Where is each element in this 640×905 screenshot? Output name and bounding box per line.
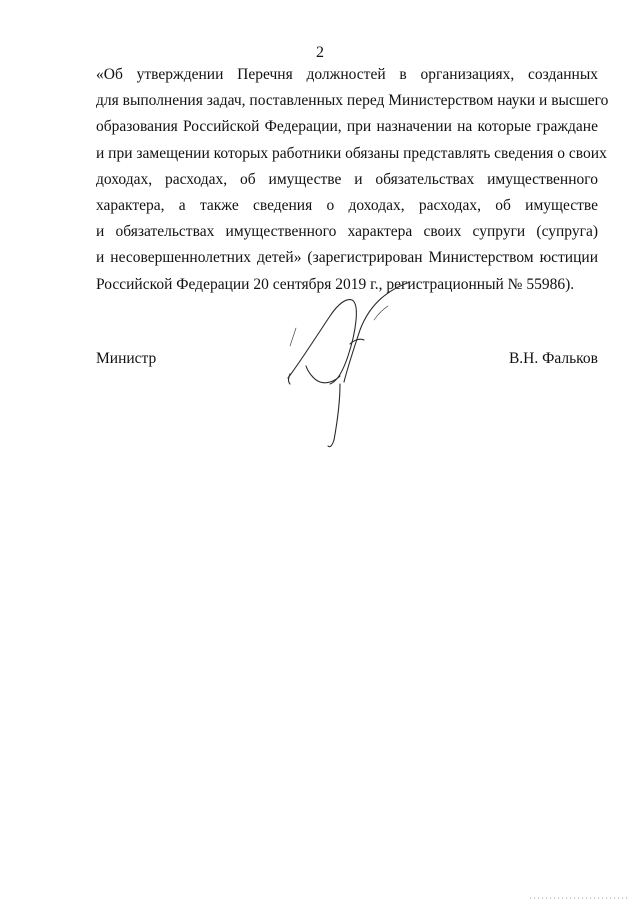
body-line: для выполнения задач, поставленных перед Министерством науки и высшего <box>96 92 609 110</box>
signer-name: В.Н. Фальков <box>508 350 598 367</box>
body-line: и обязательствах имущественного характера своих супруги (супруга) <box>96 223 598 241</box>
body-line: образования Российской Федерации, при назначении на которые граждане <box>96 118 598 136</box>
position-title: Министр <box>96 350 157 367</box>
body-line: Российской Федерации 20 сентября 2019 г., регистрационный № 55986). <box>96 275 575 293</box>
scan-artifact <box>530 897 630 899</box>
handwritten-signature <box>270 270 430 460</box>
body-line: «Об утверждении Перечня должностей в организациях, созданных <box>96 66 598 83</box>
page-number: 2 <box>316 44 324 61</box>
body-line: и несовершеннолетних детей» (зарегистрирован Министерством юстиции <box>96 249 598 267</box>
body-line: характера, а также сведения о доходах, расходах, об имуществе <box>96 196 598 214</box>
body-line: и при замещении которых работники обязаны представлять сведения о своих <box>96 144 607 162</box>
document-body <box>96 62 609 298</box>
body-line: доходах, расходах, об имуществе и обязательствах имущественного <box>96 170 598 188</box>
